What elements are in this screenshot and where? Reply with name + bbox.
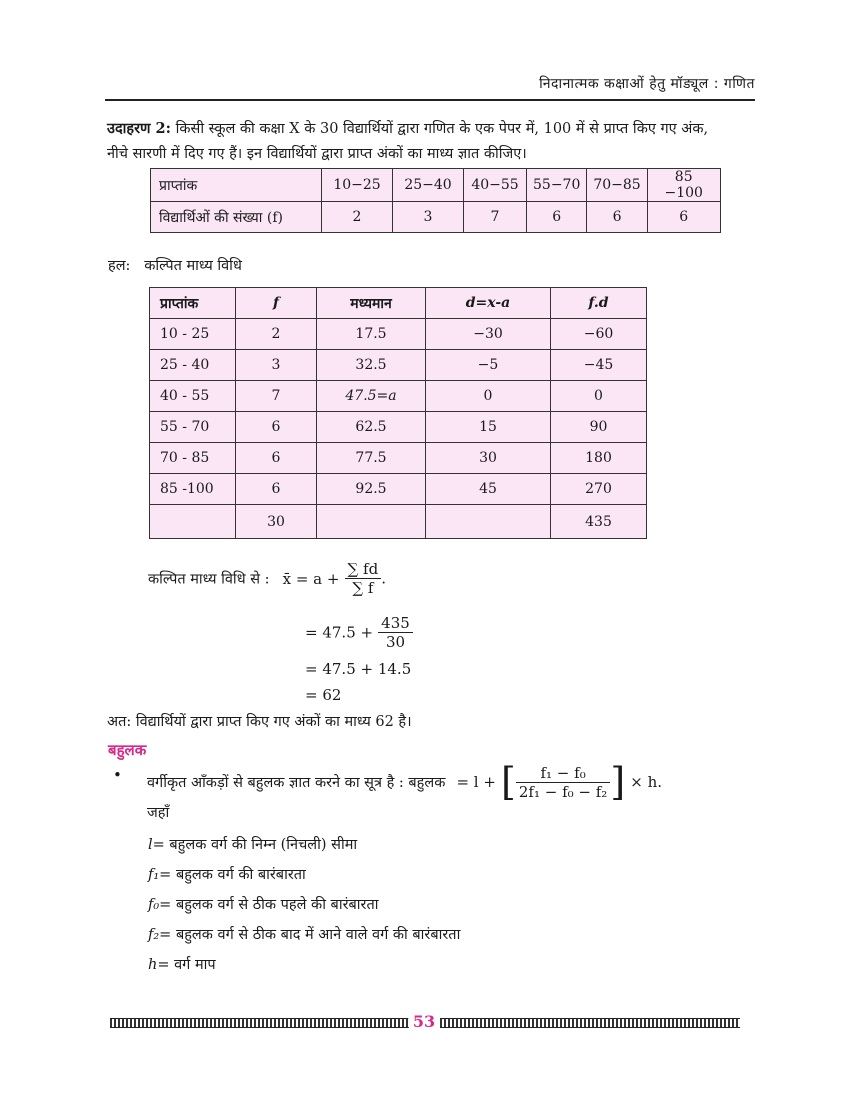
solution-method: कल्पित माध्य विधि bbox=[144, 258, 242, 274]
table-cell: 7 bbox=[236, 381, 317, 412]
table-cell: 2 bbox=[236, 319, 317, 350]
definition-text: बहुलक वर्ग से ठीक बाद में आने वाले वर्ग की बारंबारता bbox=[171, 927, 461, 943]
formula-lhs: x̄ = a + bbox=[282, 569, 340, 588]
table-row bbox=[150, 319, 647, 350]
solution-line bbox=[108, 254, 758, 279]
table-cell bbox=[317, 505, 426, 539]
table-cell: 77.5 bbox=[317, 443, 426, 474]
table-cell: −45 bbox=[551, 350, 647, 381]
table-cell: 25−40 bbox=[393, 169, 464, 202]
table-cell: 85 -100 bbox=[150, 474, 236, 505]
table-cell: 6 bbox=[236, 412, 317, 443]
running-header: निदानात्मक कक्षाओं हेतु मॉड्यूल : गणित bbox=[539, 76, 755, 92]
right-bracket: ] bbox=[610, 760, 626, 804]
table-total-row bbox=[150, 505, 647, 539]
example-label: उदाहरण 2: bbox=[107, 120, 172, 137]
table-row bbox=[151, 202, 721, 233]
formula-line bbox=[148, 560, 386, 597]
table-cell: 40−55 bbox=[464, 169, 527, 202]
definition-item bbox=[148, 920, 460, 950]
formula-intro: कल्पित माध्य विधि से : bbox=[148, 571, 270, 588]
column-header: f bbox=[236, 288, 317, 319]
formula-step-1 bbox=[305, 614, 413, 651]
table-cell: 435 bbox=[551, 505, 647, 539]
table-cell: 32.5 bbox=[317, 350, 426, 381]
definitions-list bbox=[148, 830, 460, 980]
example-text bbox=[107, 116, 757, 167]
mode-statement: वर्गीकृत आँकड़ों से बहुलक ज्ञात करने का सूत्र है : बहुलक bbox=[147, 775, 446, 791]
table-row bbox=[151, 169, 721, 202]
definition-item bbox=[148, 830, 460, 860]
definition-symbol: f₂= bbox=[148, 927, 172, 943]
table-cell: 25 - 40 bbox=[150, 350, 236, 381]
mode-formula-rhs: × h. bbox=[630, 773, 662, 791]
step1-numerator: 435 bbox=[378, 614, 413, 633]
table-cell: 70−85 bbox=[587, 169, 647, 202]
formula-fraction bbox=[345, 560, 382, 597]
column-header: d=x-a bbox=[426, 288, 551, 319]
table-cell bbox=[150, 505, 236, 539]
definition-symbol: f₀= bbox=[148, 897, 172, 913]
table-cell: 0 bbox=[426, 381, 551, 412]
table-cell: 6 bbox=[236, 443, 317, 474]
definition-symbol: h= bbox=[148, 957, 170, 973]
marks-table bbox=[150, 168, 721, 233]
table-cell: 40 - 55 bbox=[150, 381, 236, 412]
table-cell: प्राप्तांक bbox=[151, 169, 322, 202]
definition-text: बहुलक वर्ग की निम्न (निचली) सीमा bbox=[164, 837, 358, 853]
table-cell: 55−70 bbox=[527, 169, 587, 202]
table-cell: 2 bbox=[322, 202, 393, 233]
assumed-mean-table bbox=[149, 287, 647, 539]
table-cell: 47.5=a bbox=[317, 381, 426, 412]
definition-symbol: l= bbox=[148, 837, 165, 853]
table-cell: −60 bbox=[551, 319, 647, 350]
table-row bbox=[150, 412, 647, 443]
table-cell: 6 bbox=[647, 202, 720, 233]
table-cell: 45 bbox=[426, 474, 551, 505]
table-cell: 55 - 70 bbox=[150, 412, 236, 443]
definition-text: वर्ग माप bbox=[169, 957, 216, 973]
step1-fraction bbox=[378, 614, 413, 651]
column-header: प्राप्तांक bbox=[150, 288, 236, 319]
formula-denominator: ∑ f bbox=[352, 579, 374, 597]
table-cell: 10 - 25 bbox=[150, 319, 236, 350]
table-cell: −30 bbox=[426, 319, 551, 350]
table-cell: 7 bbox=[464, 202, 527, 233]
page-number: 53 bbox=[408, 1009, 440, 1035]
footer-border-right bbox=[440, 1018, 740, 1028]
mode-denominator: 2f₁ − f₀ − f₂ bbox=[518, 782, 608, 801]
table-cell: 30 bbox=[236, 505, 317, 539]
example-line-2: नीचे सारणी में दिए गए हैं। इन विद्यार्थियों द्वारा प्राप्त अंकों का माध्य ज्ञात कीजिए। bbox=[107, 146, 527, 162]
mode-formula-lhs: = l + bbox=[456, 773, 496, 791]
formula-step-3: = 62 bbox=[305, 686, 342, 704]
table-cell: 6 bbox=[527, 202, 587, 233]
table-cell: विद्यार्थिओं की संख्या (f) bbox=[151, 202, 322, 233]
table-row bbox=[150, 350, 647, 381]
left-bracket: [ bbox=[501, 760, 516, 804]
formula-numerator: ∑ fd bbox=[345, 560, 382, 579]
table-cell: 6 bbox=[587, 202, 647, 233]
definition-item bbox=[148, 890, 460, 920]
definition-text: बहुलक वर्ग से ठीक पहले की बारंबारता bbox=[171, 897, 379, 913]
mode-heading: बहुलक bbox=[108, 741, 147, 759]
table-cell: 0 bbox=[551, 381, 647, 412]
footer-border-left bbox=[110, 1018, 410, 1028]
table-row bbox=[150, 381, 647, 412]
mode-numerator: f₁ − f₀ bbox=[516, 764, 610, 783]
formula-dot: . bbox=[381, 569, 386, 588]
where-label: जहाँ bbox=[147, 805, 170, 821]
table-cell: 17.5 bbox=[317, 319, 426, 350]
table-cell: 270 bbox=[551, 474, 647, 505]
table-header-row bbox=[150, 288, 647, 319]
table-cell: 3 bbox=[393, 202, 464, 233]
table-cell bbox=[426, 505, 551, 539]
definition-item bbox=[148, 860, 460, 890]
bullet: • bbox=[113, 766, 122, 784]
table-row bbox=[150, 443, 647, 474]
table-cell: 15 bbox=[426, 412, 551, 443]
mode-fraction bbox=[516, 764, 610, 801]
mode-formula-line bbox=[147, 760, 707, 804]
table-cell: 180 bbox=[551, 443, 647, 474]
table-cell: 6 bbox=[236, 474, 317, 505]
table-row bbox=[150, 474, 647, 505]
definition-text: बहुलक वर्ग की बारंबारता bbox=[171, 867, 306, 883]
header-rule bbox=[105, 99, 755, 101]
step1-denominator: 30 bbox=[385, 633, 406, 651]
table-cell: 3 bbox=[236, 350, 317, 381]
column-header: f.d bbox=[551, 288, 647, 319]
table-cell: 70 - 85 bbox=[150, 443, 236, 474]
table-cell: 10−25 bbox=[322, 169, 393, 202]
table-cell: 85 −100 bbox=[647, 169, 720, 202]
solution-label: हल: bbox=[108, 258, 131, 274]
table-cell: 92.5 bbox=[317, 474, 426, 505]
conclusion-text: अत: विद्यार्थियों द्वारा प्राप्त किए गए अंकों का माध्य 62 है। bbox=[107, 714, 412, 730]
definition-item bbox=[148, 950, 460, 980]
example-line-1: किसी स्कूल की कक्षा X के 30 विद्यार्थियों द्वारा गणित के एक पेपर में, 100 में से प्राप्त किए गए अंक, bbox=[175, 121, 709, 137]
table-cell: 62.5 bbox=[317, 412, 426, 443]
table-cell: −5 bbox=[426, 350, 551, 381]
column-header: मध्यमान bbox=[317, 288, 426, 319]
formula-step-2: = 47.5 + 14.5 bbox=[305, 660, 412, 678]
definition-symbol: f₁= bbox=[148, 867, 172, 883]
table-cell: 30 bbox=[426, 443, 551, 474]
table-cell: 90 bbox=[551, 412, 647, 443]
step1-prefix: = 47.5 + bbox=[305, 623, 374, 642]
